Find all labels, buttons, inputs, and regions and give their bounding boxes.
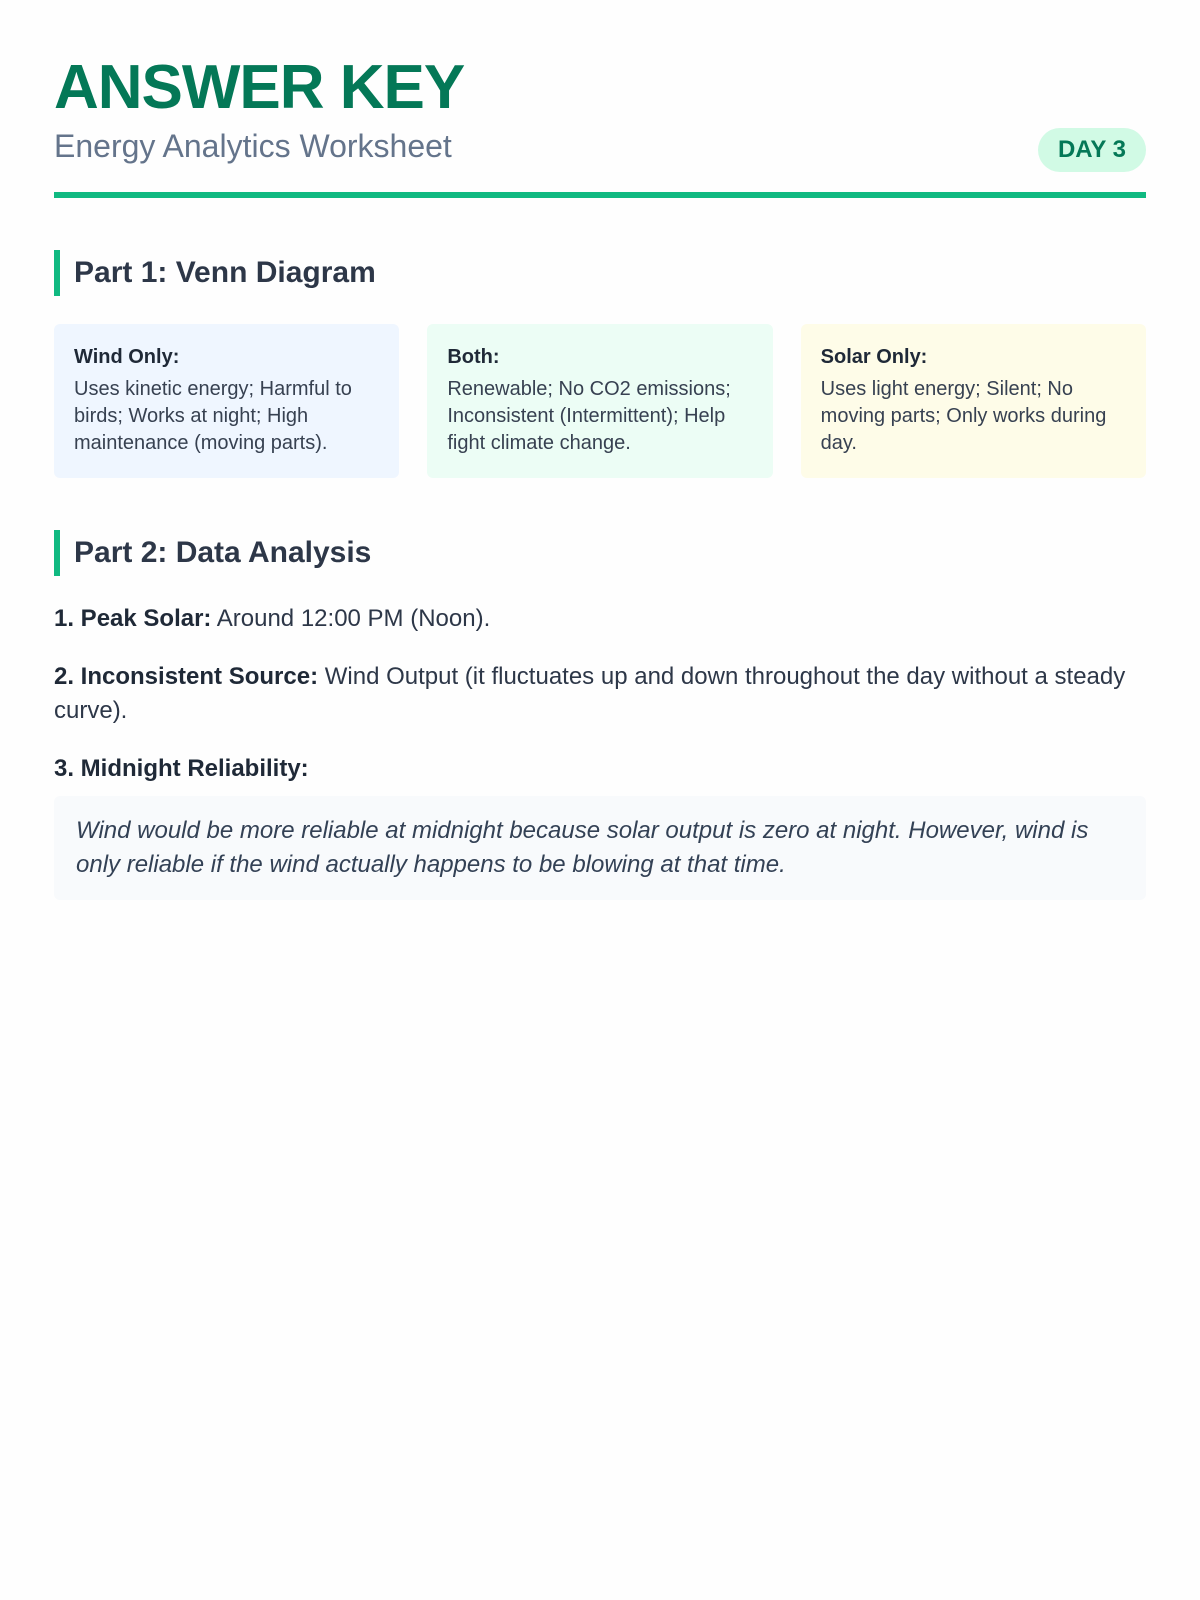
- part1-title: Part 1: Venn Diagram: [54, 250, 1146, 296]
- question-2-label: 2. Inconsistent Source:: [54, 663, 319, 690]
- part2-title: Part 2: Data Analysis: [54, 530, 1146, 576]
- part2-section: [54, 530, 1146, 900]
- venn-text-solar: Uses light energy; Silent; No moving parts; Only works during day.: [820, 378, 1107, 454]
- day-badge: DAY 3: [1038, 128, 1146, 172]
- venn-grid: [54, 324, 1146, 478]
- page-header: [54, 53, 1146, 198]
- venn-box-both: [427, 324, 772, 478]
- page-title: ANSWER KEY: [54, 53, 465, 122]
- question-2: [54, 660, 1146, 728]
- venn-box-wind: [54, 324, 399, 478]
- question-1-label: 1. Peak Solar:: [54, 605, 212, 632]
- question-3-answer-box: Wind would be more reliable at midnight because solar output is zero at night. However, wind is only reliable if the wind actually happens to be blowing at that time.: [54, 796, 1146, 900]
- venn-text-both: Renewable; No CO2 emissions; Inconsistent (Intermittent); Help fight climate change.: [447, 378, 731, 454]
- question-list: [54, 602, 1146, 900]
- venn-text-wind: Uses kinetic energy; Harmful to birds; Works at night; High maintenance (moving parts).: [74, 378, 352, 454]
- venn-heading-wind: Wind Only:: [74, 346, 180, 368]
- venn-heading-solar: Solar Only:: [820, 346, 928, 368]
- page-subtitle: Energy Analytics Worksheet: [54, 128, 452, 164]
- venn-heading-both: Both:: [447, 346, 500, 368]
- question-1-answer: Around 12:00 PM (Noon).: [216, 605, 491, 632]
- question-1: [54, 602, 1146, 636]
- question-2-answer: Wind Output (it fluctuates up and down throughout the day without a steady curve).: [54, 663, 1126, 724]
- part1-section: [54, 250, 1146, 478]
- venn-box-solar: [801, 324, 1146, 478]
- question-3-label: 3. Midnight Reliability:: [54, 755, 309, 782]
